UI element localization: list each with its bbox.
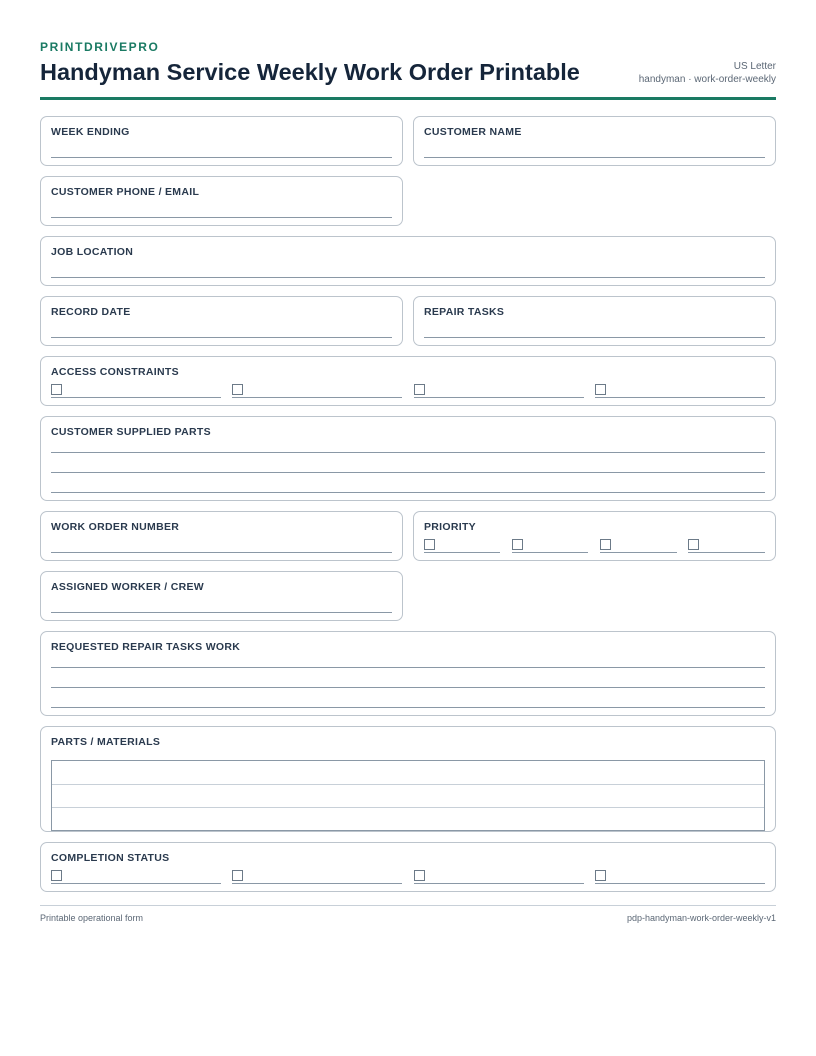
- field-label: RECORD DATE: [51, 306, 131, 318]
- checkbox[interactable]: [51, 384, 62, 395]
- assigned-worker-field: [40, 571, 403, 621]
- field-label: PRIORITY: [424, 521, 476, 533]
- field-label: COMPLETION STATUS: [51, 852, 170, 864]
- field-label: REPAIR TASKS: [424, 306, 505, 318]
- access-constraints-field: [40, 356, 776, 406]
- field-label: CUSTOMER PHONE / EMAIL: [51, 186, 200, 198]
- brand-name: PRINTDRIVEPRO: [40, 40, 160, 54]
- table-row[interactable]: [52, 807, 764, 808]
- field-label: JOB LOCATION: [51, 246, 134, 258]
- field-label: ACCESS CONSTRAINTS: [51, 366, 179, 378]
- completion-status-field: [40, 842, 776, 892]
- customer-supplied-parts-field: [40, 416, 776, 501]
- footer-note: Printable operational form: [40, 913, 144, 923]
- week-ending-field: [40, 116, 403, 166]
- checkbox[interactable]: [595, 870, 606, 881]
- checkbox[interactable]: [595, 384, 606, 395]
- option-line[interactable]: [232, 883, 402, 884]
- write-line[interactable]: [51, 217, 392, 218]
- option-line[interactable]: [424, 552, 500, 553]
- requested-work-field: [40, 631, 776, 716]
- field-label: REQUESTED REPAIR TASKS WORK: [51, 641, 241, 653]
- work-order-number-field: [40, 511, 403, 561]
- option-line[interactable]: [595, 883, 765, 884]
- write-line[interactable]: [51, 472, 765, 473]
- table-row[interactable]: [52, 784, 764, 785]
- write-line[interactable]: [51, 552, 392, 553]
- checkbox[interactable]: [414, 384, 425, 395]
- option-line[interactable]: [51, 883, 221, 884]
- option-line[interactable]: [512, 552, 588, 553]
- option-line[interactable]: [51, 397, 221, 398]
- checkbox[interactable]: [51, 870, 62, 881]
- form-tags: handyman · work-order-weekly: [638, 74, 776, 85]
- field-label: WORK ORDER NUMBER: [51, 521, 180, 533]
- checkbox[interactable]: [600, 539, 611, 550]
- field-label: CUSTOMER SUPPLIED PARTS: [51, 426, 211, 438]
- form-id: pdp-handyman-work-order-weekly-v1: [626, 913, 776, 923]
- option-line[interactable]: [595, 397, 765, 398]
- footer-rule: [40, 905, 776, 906]
- checkbox[interactable]: [512, 539, 523, 550]
- write-line[interactable]: [51, 707, 765, 708]
- write-line[interactable]: [51, 452, 765, 453]
- header-rule: [40, 97, 776, 100]
- write-line[interactable]: [51, 277, 765, 278]
- option-line[interactable]: [414, 397, 584, 398]
- customer-contact-field: [40, 176, 403, 226]
- checkbox[interactable]: [424, 539, 435, 550]
- parts-table: [51, 760, 765, 831]
- write-line[interactable]: [424, 337, 765, 338]
- write-line[interactable]: [51, 612, 392, 613]
- repair-tasks-field: [413, 296, 776, 346]
- paper-size: US Letter: [733, 61, 776, 72]
- job-location-field: [40, 236, 776, 286]
- write-line[interactable]: [51, 337, 392, 338]
- option-line[interactable]: [688, 552, 765, 553]
- write-line[interactable]: [51, 492, 765, 493]
- field-label: CUSTOMER NAME: [424, 126, 522, 138]
- checkbox[interactable]: [414, 870, 425, 881]
- option-line[interactable]: [414, 883, 584, 884]
- option-line[interactable]: [600, 552, 677, 553]
- checkbox[interactable]: [232, 870, 243, 881]
- field-label: PARTS / MATERIALS: [51, 736, 161, 748]
- write-line[interactable]: [51, 687, 765, 688]
- write-line[interactable]: [424, 157, 765, 158]
- write-line[interactable]: [51, 157, 392, 158]
- checkbox[interactable]: [688, 539, 699, 550]
- page-title: Handyman Service Weekly Work Order Printable: [40, 59, 580, 85]
- record-date-field: [40, 296, 403, 346]
- field-label: WEEK ENDING: [51, 126, 130, 138]
- page-meta: [639, 60, 776, 86]
- parts-materials-field: [40, 726, 776, 832]
- write-line[interactable]: [51, 667, 765, 668]
- field-label: ASSIGNED WORKER / CREW: [51, 581, 205, 593]
- customer-name-field: [413, 116, 776, 166]
- priority-field: [413, 511, 776, 561]
- option-line[interactable]: [232, 397, 402, 398]
- checkbox[interactable]: [232, 384, 243, 395]
